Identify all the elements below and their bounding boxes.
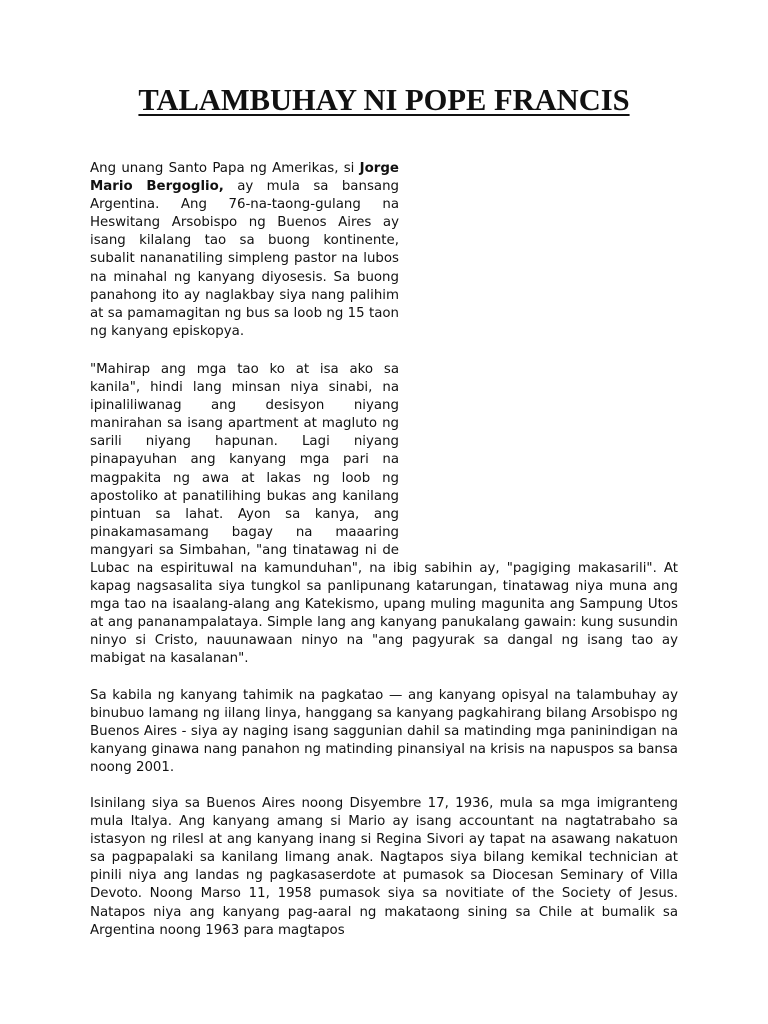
title-text: TALAMBUHAY NI POPE FRANCIS xyxy=(138,83,630,117)
page-title xyxy=(0,80,768,118)
paragraph-2: "Mahirap ang mga tao ko at isa ako sa kanila", hindi lang minsan niya sinabi, na ipinaliliwanag ang desisyon niyang manirahan sa isang apartment at magluto ng sarili niyang hapunan. Lagi niyang pinapayuhan ang kanyang mga pari na magpakita ng awa at lakas ng loob ng apostoliko at panatilihing bukas ang kanilang pintuan sa lahat. Ayon sa kanya, ang pinakamasamang bagay na maaaring mangyari sa Simbahan, "ang tinatawag ni de Lubac na espirituwal na kamunduhan", na ibig sabihin ay, "pagiging makasarili". At kapag nagsasalita siya tungkol sa panlipunang katarungan, tinatawag niya muna ang mga tao na isaalang-alang ang Katekismo, upang muling magunita ang Sampung Utos at ang pananampalataya. Simple lang ang kanyang panukalang gawain: kung susundin ninyo si Cristo, nauunawaan ninyo na "ang pagyurak sa dangal ng isang tao ay mabigat na kasalanan". xyxy=(90,361,678,667)
body-text xyxy=(90,160,678,958)
person-name: Jorge Mario Bergoglio, xyxy=(90,161,399,195)
paragraph-1-rest: ay mula sa bansang Argentina. Ang 76-na-taong-gulang na Heswitang Arsobispo ng Buenos Aires ay isang kilalang tao sa buong kontinente, subalit nananatiling simpleng pastor na lubos na minahal ng kanyang diyosesis. Sa buong panahong ito ay naglakbay siya nang palihim at sa pamamagitan ng bus sa loob ng 15 taon ng kanyang episkopya. xyxy=(90,179,400,339)
paragraph-1-intro: Ang unang Santo Papa ng Amerikas, si xyxy=(90,161,360,176)
image-placeholder-space xyxy=(399,160,678,558)
paragraph-3: Sa kabila ng kanyang tahimik na pagkatao — ang kanyang opisyal na talambuhay ay binubuo lamang ng iilang linya, hanggang sa kanyang pagkahirang bilang Arsobispo ng Buenos Aires - siya ay naging isang saggunian dahil sa matinding mga paninindigan na kanyang ginawa nang panahon ng matinding pinansiyal na krisis na napuspos sa bansa noong 2001. xyxy=(90,687,678,775)
paragraph-4: Isinilang siya sa Buenos Aires noong Disyembre 17, 1936, mula sa mga imigranteng mula Italya. Ang kanyang amang si Mario ay isang accountant na nagtatrabaho sa istasyon ng rilesl at ang kanyang inang si Regina Sivori ay tapat na asawang nakatuon sa pagpapalaki sa kanilang limang anak. Nagtapos siya bilang kemikal technician at pinili niya ang landas ng pagkasaserdote at pumasok sa Diocesan Seminary of Villa Devoto. Noong Marso 11, 1958 pumasok siya sa novitiate of the Society of Jesus. Natapos niya ang kanyang pag-aaral ng makataong sining sa Chile at bumalik sa Argentina noong 1963 para magtapos xyxy=(90,796,678,938)
